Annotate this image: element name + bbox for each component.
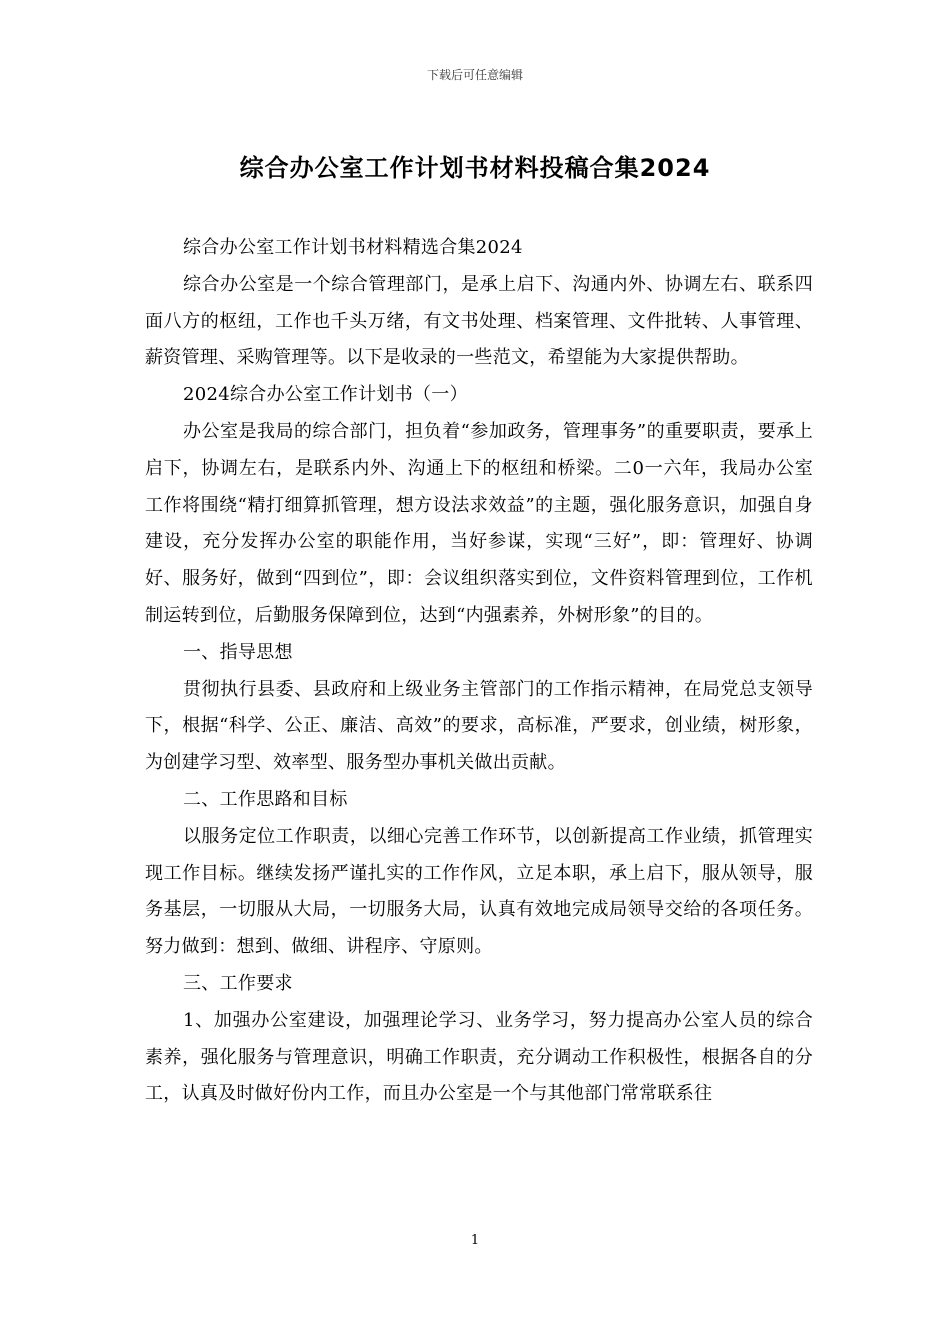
document-body [145,230,813,1113]
subtitle-paragraph: 综合办公室工作计划书材料精选合集2024 [183,237,523,258]
intro-paragraph: 综合办公室是一个综合管理部门，是承上启下、沟通内外、协调左右、联系四面八方的枢纽，工作也千头万绪，有文书处理、档案管理、文件批转、人事管理、薪资管理、采购管理等。以下是收录的一些范文，希望能为大家提供帮助。 [145,273,813,369]
section-heading-guiding-ideology: 一、指导思想 [183,641,293,663]
section-heading-plan-one: 2024综合办公室工作计划书（一） [183,384,468,406]
body-paragraph: 以服务定位工作职责，以细心完善工作环节，以创新提高工作业绩，抓管理实现工作目标。继续发扬严谨扎实的工作作风，立足本职，承上启下，服从领导，服务基层，一切服从大局，一切服务大局，认真有效地完成局领导交给的各项任务。努力做到：想到、做细、讲程序、守原则。 [145,825,813,958]
page-number: 1 [470,1233,480,1248]
section-heading-requirements: 三、工作要求 [183,972,293,994]
body-paragraph: 办公室是我局的综合部门，担负着“参加政务，管理事务”的重要职责，要承上启下，协调左右，是联系内外、沟通上下的枢纽和桥梁。二0一六年，我局办公室工作将围绕“精打细算抓管理，想方设法求效益”的主题，强化服务意识，加强自身建设，充分发挥办公室的职能作用，当好参谋，实现“三好”，即：管理好、协调好、服务好，做到“四到位”，即：会议组织落实到位，文件资料管理到位，工作机制运转到位，后勤服务保障到位，达到“内强素养，外树形象”的目的。 [145,420,813,626]
section-heading-ideas-and-goals: 二、工作思路和目标 [183,788,348,810]
body-paragraph: 1、加强办公室建设，加强理论学习、业务学习，努力提高办公室人员的综合素养，强化服务与管理意识，明确工作职责，充分调动工作积极性，根据各自的分工，认真及时做好份内工作，而且办公室是一个与其他部门常常联系往 [145,1009,813,1105]
header-note: 下载后可任意编辑 [426,68,523,82]
body-paragraph: 贯彻执行县委、县政府和上级业务主管部门的工作指示精神，在局党总支领导下，根据“科学、公正、廉洁、高效”的要求，高标准，严要求，创业绩，树形象，为创建学习型、效率型、服务型办事机关做出贡献。 [145,678,813,774]
document-title: 综合办公室工作计划书材料投稿合集2024 [239,154,711,182]
